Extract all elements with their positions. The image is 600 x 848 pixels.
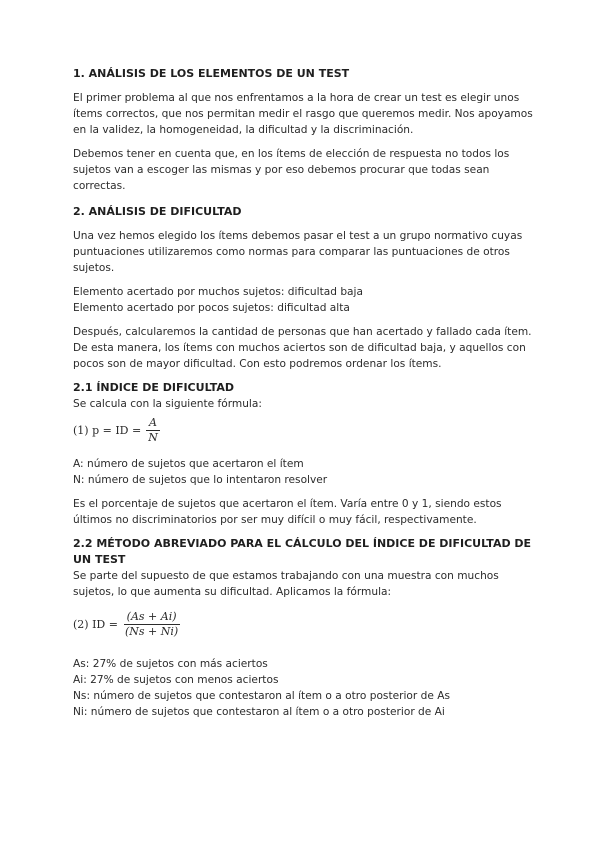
definition-ai: Ai: 27% de sujetos con menos aciertos — [73, 674, 279, 686]
formula-2-denominator: (Ns + Ni) — [124, 624, 179, 638]
formula-2-lhs: (2) ID = — [73, 617, 118, 631]
formula-2-numerator: (As + Ai) — [124, 610, 180, 625]
document-page — [73, 66, 533, 720]
section-2-1-intro: Se calcula con la siguiente fórmula: — [73, 398, 262, 410]
definition-as: As: 27% de sujetos con más aciertos — [73, 658, 268, 670]
section-2-1-paragraph: Es el porcentaje de sujetos que acertaron el ítem. Varía entre 0 y 1, siendo estos últimos no discriminatorios por ser muy difícil o muy fácil, respectivamente. — [73, 498, 502, 526]
formula-1-lhs: (1) p = ID = — [73, 423, 142, 437]
formula-1-numerator: A — [146, 416, 160, 431]
section-2-paragraph-1: Una vez hemos elegido los ítems debemos pasar el test a un grupo normativo cuyas puntuaciones utilizaremos como normas para comparar las puntuaciones de otros sujetos. — [73, 230, 523, 274]
definition-ns: Ns: número de sujetos que contestaron al ítem o a otro posterior de As — [73, 690, 451, 702]
formula-1-fraction — [145, 416, 161, 445]
formula-2 — [73, 600, 533, 648]
section-2-heading: 2. ANÁLISIS DE DIFICULTAD — [73, 205, 242, 218]
difficulty-high-line: Elemento acertado por pocos sujetos: dificultad alta — [73, 302, 350, 314]
section-1-paragraph-1: El primer problema al que nos enfrentamos a la hora de crear un test es elegir unos ítems correctos, que nos permitan medir el rasgo que queremos medir. Nos apoyamos en la validez, la homogeneidad, la dificultad y la discriminación. — [73, 92, 533, 136]
formula-1 — [73, 412, 533, 448]
definition-n: N: número de sujetos que lo intentaron resolver — [73, 474, 328, 486]
difficulty-low-line: Elemento acertado por muchos sujetos: dificultad baja — [73, 286, 363, 298]
section-1-paragraph-2: Debemos tener en cuenta que, en los ítems de elección de respuesta no todos los sujetos van a escoger las mismas y por eso debemos procurar que todas sean correctas. — [73, 148, 510, 192]
definition-ni: Ni: número de sujetos que contestaron al ítem o a otro posterior de Ai — [73, 706, 445, 718]
section-2-paragraph-2: Después, calcularemos la cantidad de personas que han acertado y fallado cada ítem. De esta manera, los ítems con muchos aciertos son de dificultad baja, y aquellos con pocos son de mayor dificultad. Con esto podremos ordenar los ítems. — [73, 326, 532, 370]
definition-a: A: número de sujetos que acertaron el ítem — [73, 458, 304, 470]
section-2-2-heading: 2.2 MÉTODO ABREVIADO PARA EL CÁLCULO DEL ÍNDICE DE DIFICULTAD DE UN TEST — [73, 537, 532, 566]
formula-1-denominator: N — [148, 430, 158, 444]
section-2-1-heading: 2.1 ÍNDICE DE DIFICULTAD — [73, 381, 235, 394]
section-1-heading: 1. ANÁLISIS DE LOS ELEMENTOS DE UN TEST — [73, 67, 350, 80]
section-2-2-intro: Se parte del supuesto de que estamos trabajando con una muestra con muchos sujetos, lo que aumenta su dificultad. Aplicamos la fórmula: — [73, 570, 499, 598]
formula-2-fraction — [122, 610, 181, 639]
